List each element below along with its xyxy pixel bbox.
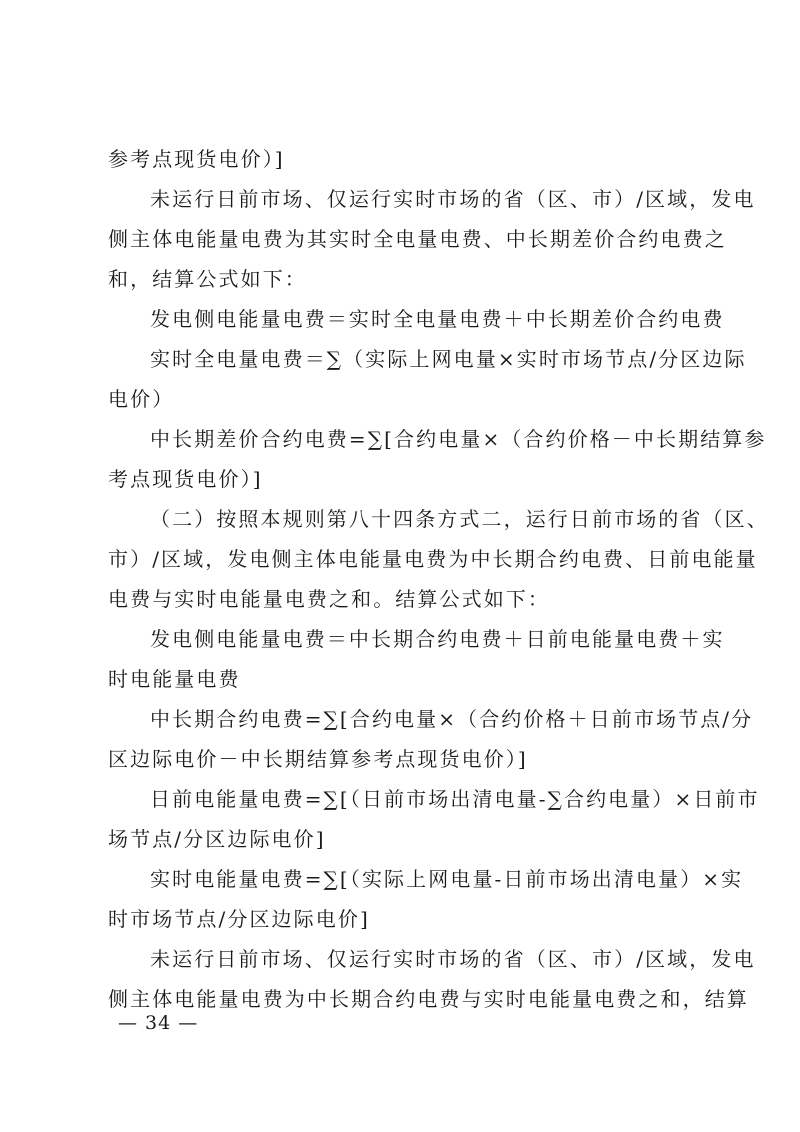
formula-line-1: 发电侧电能量电费＝实时全电量电费＋中长期差价合约电费 (150, 307, 725, 331)
formula-line-7-continued: 时市场节点/分区边际电价] (108, 907, 370, 931)
text-line-6: 电费与实时电能量电费之和。结算公式如下： (108, 587, 550, 611)
text-line-4: 和，结算公式如下： (108, 267, 307, 291)
formula-line-4: 发电侧电能量电费＝中长期合约电费＋日前电能量电费＋实 (150, 627, 725, 651)
page-number: — 34 — (118, 1012, 199, 1034)
formula-line-3-continued: 考点现货电价）] (108, 467, 263, 491)
formula-line-5: 中长期合约电费=∑[合约电量×（合约价格＋日前市场节点/分 (150, 707, 754, 731)
text-line-7: 未运行日前市场、仅运行实时市场的省（区、市）/区域，发电 (150, 947, 756, 971)
formula-line-4-continued: 时电能量电费 (108, 667, 241, 691)
text-line-5: 市）/区域，发电侧主体电能量电费为中长期合约电费、日前电能量 (108, 547, 758, 571)
text-line-8: 侧主体电能量电费为中长期合约电费与实时电能量电费之和，结算 (108, 987, 749, 1011)
formula-line-6-continued: 场节点/分区边际电价] (108, 827, 326, 851)
section-two-heading: （二）按照本规则第八十四条方式二，运行日前市场的省（区、 (150, 507, 769, 531)
text-line-1: 参考点现货电价）] (108, 147, 285, 171)
formula-line-2-continued: 电价） (108, 387, 175, 411)
text-line-3: 侧主体电能量电费为其实时全电量电费、中长期差价合约电费之 (108, 227, 727, 251)
formula-line-7: 实时电能量电费=∑[（实际上网电量-日前市场出清电量）×实 (150, 867, 744, 891)
formula-line-2: 实时全电量电费＝∑（实际上网电量×实时市场节点/分区边际 (150, 347, 747, 371)
formula-line-3: 中长期差价合约电费=∑[合约电量×（合约价格－中长期结算参 (150, 427, 767, 451)
text-line-2: 未运行日前市场、仅运行实时市场的省（区、市）/区域，发电 (150, 187, 756, 211)
formula-line-5-continued: 区边际电价－中长期结算参考点现货电价）] (108, 747, 528, 771)
formula-line-6: 日前电能量电费=∑[（日前市场出清电量-∑合约电量）×日前市 (150, 787, 760, 811)
